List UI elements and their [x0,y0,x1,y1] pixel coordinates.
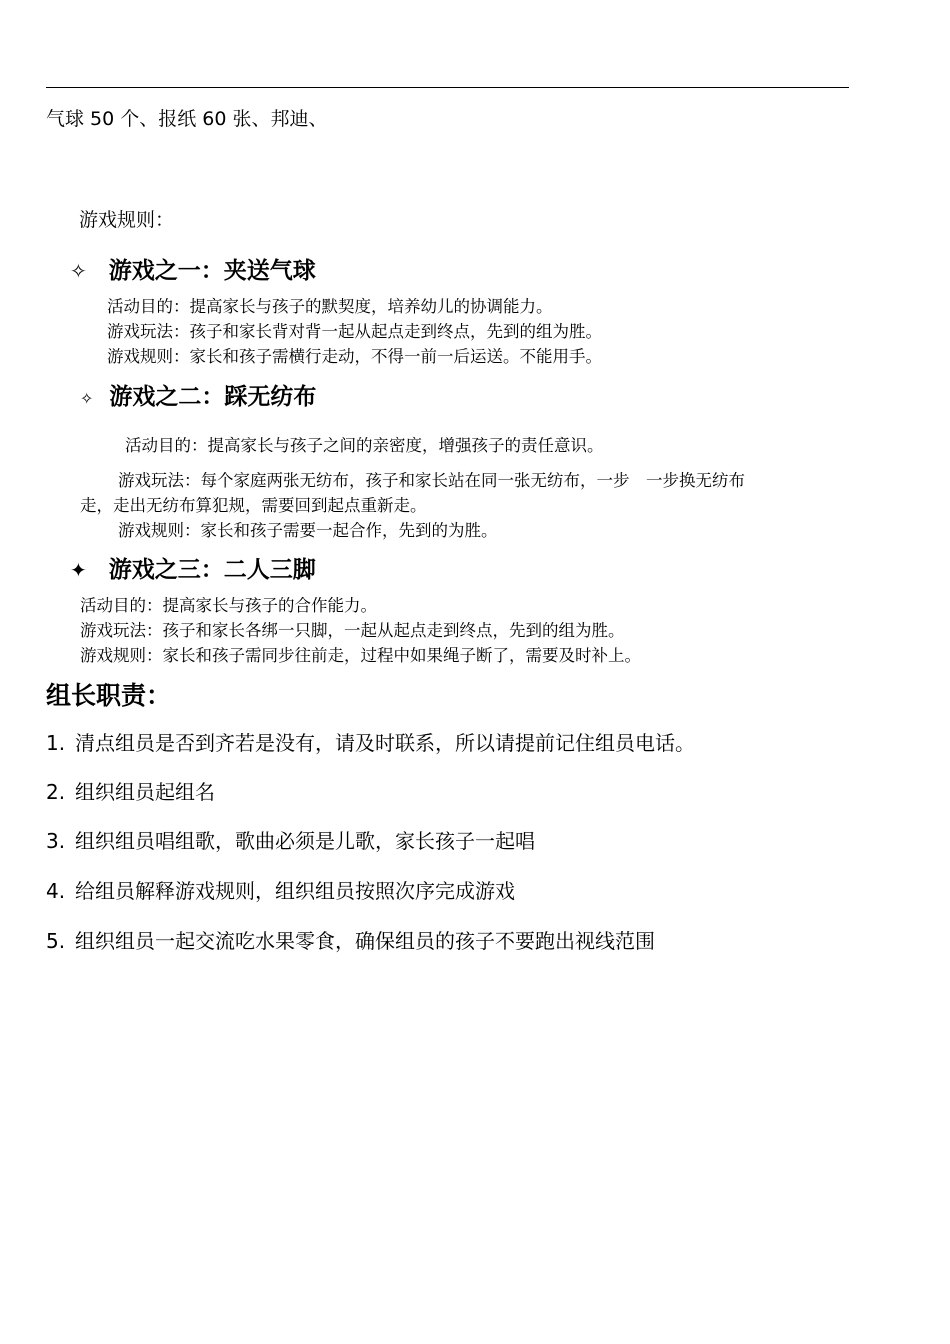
game-2-how-to-play-cont: 走，走出无纺布算犯规，需要回到起点重新走。 [80,496,427,515]
game-2-purpose: 活动目的：提高家长与孩子之间的亲密度，增强孩子的责任意识。 [125,436,604,455]
duty-text: 给组员解释游戏规则，组织组员按照次序完成游戏 [75,879,515,903]
game-3-rules: 游戏规则：家长和孩子需同步往前走，过程中如果绳子断了，需要及时补上。 [80,646,641,665]
duty-item [46,776,215,805]
game-1-purpose: 活动目的：提高家长与孩子的默契度，培养幼儿的协调能力。 [107,297,553,316]
materials-line: 气球 50 个、报纸 60 张、邦迪、 [46,108,328,130]
game-2-title [80,378,316,411]
game-3-title [70,551,316,584]
duty-number: 2. [46,780,66,804]
duty-item [46,727,695,756]
star-outline-icon: ✧ [70,259,87,283]
duty-item [46,925,655,954]
duty-heading: 组长职责： [46,681,172,710]
header-rule [46,87,849,88]
game-3-how-to-play: 游戏玩法：孩子和家长各绑一只脚，一起从起点走到终点，先到的组为胜。 [80,621,625,640]
star-solid-icon: ✦ [70,558,87,582]
game-3-purpose: 活动目的：提高家长与孩子的合作能力。 [80,596,377,615]
duty-item [46,875,515,904]
game-1-rules: 游戏规则：家长和孩子需横行走动，不得一前一后运送。不能用手。 [107,347,602,366]
game-1-title-text: 游戏之一：夹送气球 [108,258,316,284]
game-1-title [70,252,316,285]
star-outline-icon: ✧ [80,389,94,408]
duty-number: 3. [46,829,66,853]
duty-item [46,825,535,854]
duty-text: 清点组员是否到齐若是没有，请及时联系，所以请提前记住组员电话。 [75,731,695,755]
rules-heading: 游戏规则： [79,209,175,231]
game-2-title-text: 游戏之二：踩无纺布 [109,384,317,410]
game-1-how-to-play: 游戏玩法：孩子和家长背对背一起从起点走到终点，先到的组为胜。 [107,322,602,341]
game-2-rules: 游戏规则：家长和孩子需要一起合作，先到的为胜。 [118,521,498,540]
duty-number: 5. [46,929,66,953]
game-2-how-to-play: 游戏玩法：每个家庭两张无纺布，孩子和家长站在同一张无纺布，一步 一步换无纺布 [118,471,745,490]
duty-text: 组织组员一起交流吃水果零食，确保组员的孩子不要跑出视线范围 [75,929,655,953]
duty-text: 组织组员唱组歌，歌曲必须是儿歌，家长孩子一起唱 [75,829,535,853]
duty-number: 1. [46,731,66,755]
duty-number: 4. [46,879,66,903]
duty-text: 组织组员起组名 [75,780,215,804]
game-3-title-text: 游戏之三：二人三脚 [108,557,316,583]
